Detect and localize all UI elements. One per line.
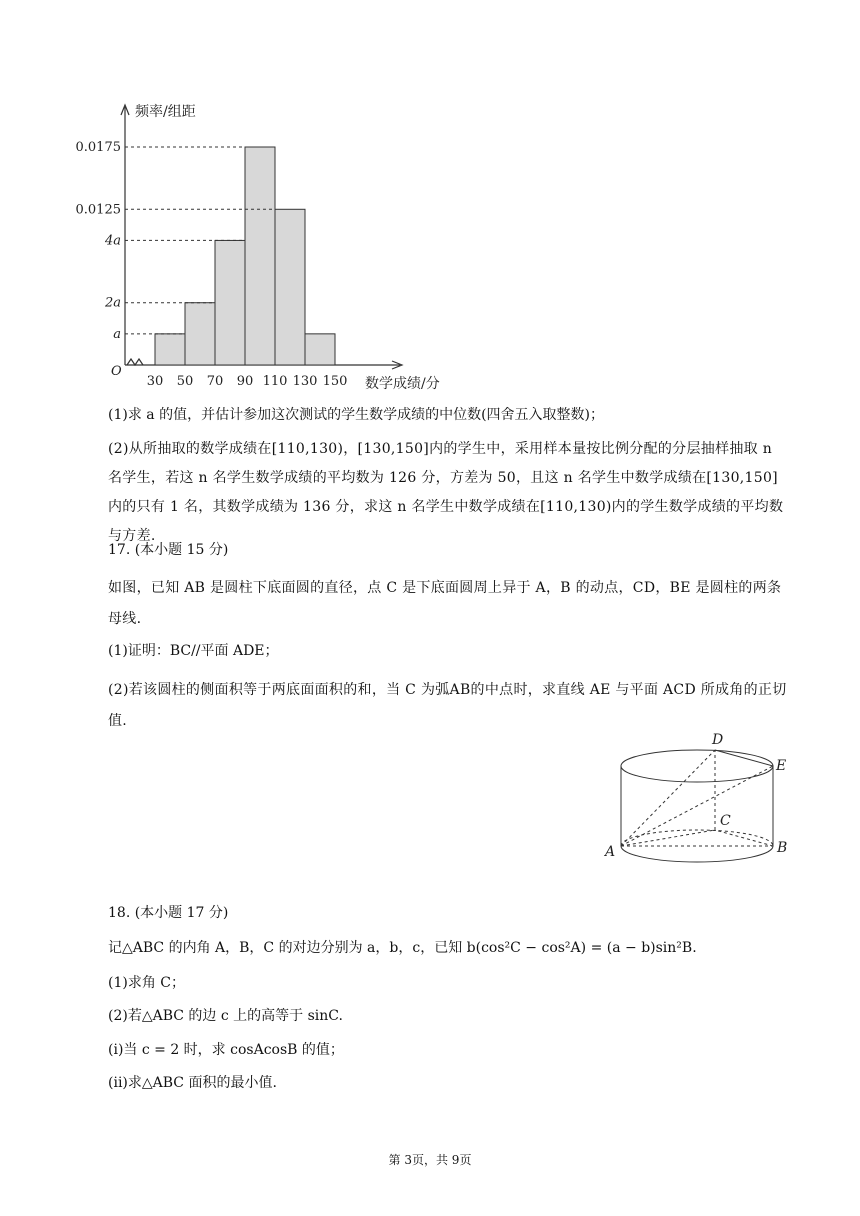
cylinder-figure [600,728,800,868]
q18-part2: (2)若△ABC 的边 c 上的高等于 sinC. [108,1008,343,1024]
x-axis-title: 数学成绩/分 [365,376,440,392]
label-B: B [777,840,788,856]
segment-AC [621,830,715,846]
q16-part2: (2)从所抽取的数学成绩在[110,130)，[130,150]内的学生中，采用样本量按比例分配的分层抽样抽取 n 名学生，若这 n 名学生数学成绩的平均数为 126 分，方差为 50，且这 n 名学生中数学成绩在[130,150]内的只有 1 名，其数学成绩为 136 分，求这 n 名学生中数学成绩在[110,130)内的学生数学成绩的平均数与方差. [108,441,784,544]
x-tick-label: 30 [146,374,164,389]
y-tick-label: a [113,326,121,342]
q16-part1: (1)求 a 的值，并估计参加这次测试的学生数学成绩的中位数(四舍五入取整数)； [108,407,604,423]
x-tick-label: 70 [206,374,224,389]
q18-header: 18. (本小题 17 分) [108,905,229,921]
q17-header: 17. (本小题 15 分) [108,542,229,558]
label-E: E [776,758,787,774]
page-footer: 第 3页，共 9页 [388,1153,472,1167]
segment-BC [715,830,773,846]
q18-part1: (1)求角 C； [108,975,185,991]
histogram-bar [155,334,185,365]
histogram-bars [155,147,335,365]
x-tick-label: 130 [292,374,318,389]
axis-break [127,359,143,365]
frequency-histogram [75,95,460,395]
histogram-bar [305,334,335,365]
top-ellipse [621,750,773,782]
q18-sub-ii: (ii)求△ABC 面积的最小值. [108,1075,277,1091]
y-tick-label: 0.0175 [75,140,121,155]
bottom-back-arc [621,830,773,846]
histogram-bar [185,303,215,365]
y-tick-label: 4a [104,233,121,249]
x-tick-label: 50 [176,374,194,389]
q17-stem: 如图，已知 AB 是圆柱下底面圆的直径，点 C 是下底面圆周上异于 A，B 的动点，CD，BE 是圆柱的两条母线. [108,580,782,627]
label-A: A [605,844,616,860]
segment-AE [621,766,773,846]
histogram-bar [275,209,305,365]
label-D: D [712,732,724,748]
origin-label: O [111,364,122,379]
label-C: C [720,813,731,829]
y-tick-label: 2a [104,295,121,311]
bottom-front-arc [621,846,773,862]
q17-part1: (1)证明：BC//平面 ADE； [108,643,279,659]
q18-sub-i: (i)当 c = 2 时，求 cosAcosB 的值； [108,1042,344,1058]
y-tick-label: 0.0125 [75,202,121,218]
histogram-bar [245,147,275,365]
x-tick-label: 110 [262,374,288,389]
q17-part2: (2)若该圆柱的侧面积等于两底面面积的和，当 C 为弧AB的中点时，求直线 AE 与平面 ACD 所成角的正切值. [108,682,787,729]
segment-AD [621,750,715,846]
x-tick-label: 90 [236,374,254,389]
histogram-bar [215,240,245,365]
x-tick-label: 150 [322,374,348,389]
q18-stem: 记△ABC 的内角 A，B，C 的对边分别为 a，b，c，已知 b(cos²C − cos²A) = (a − b)sin²B. [108,940,697,956]
y-axis-title: 频率/组距 [135,104,196,120]
